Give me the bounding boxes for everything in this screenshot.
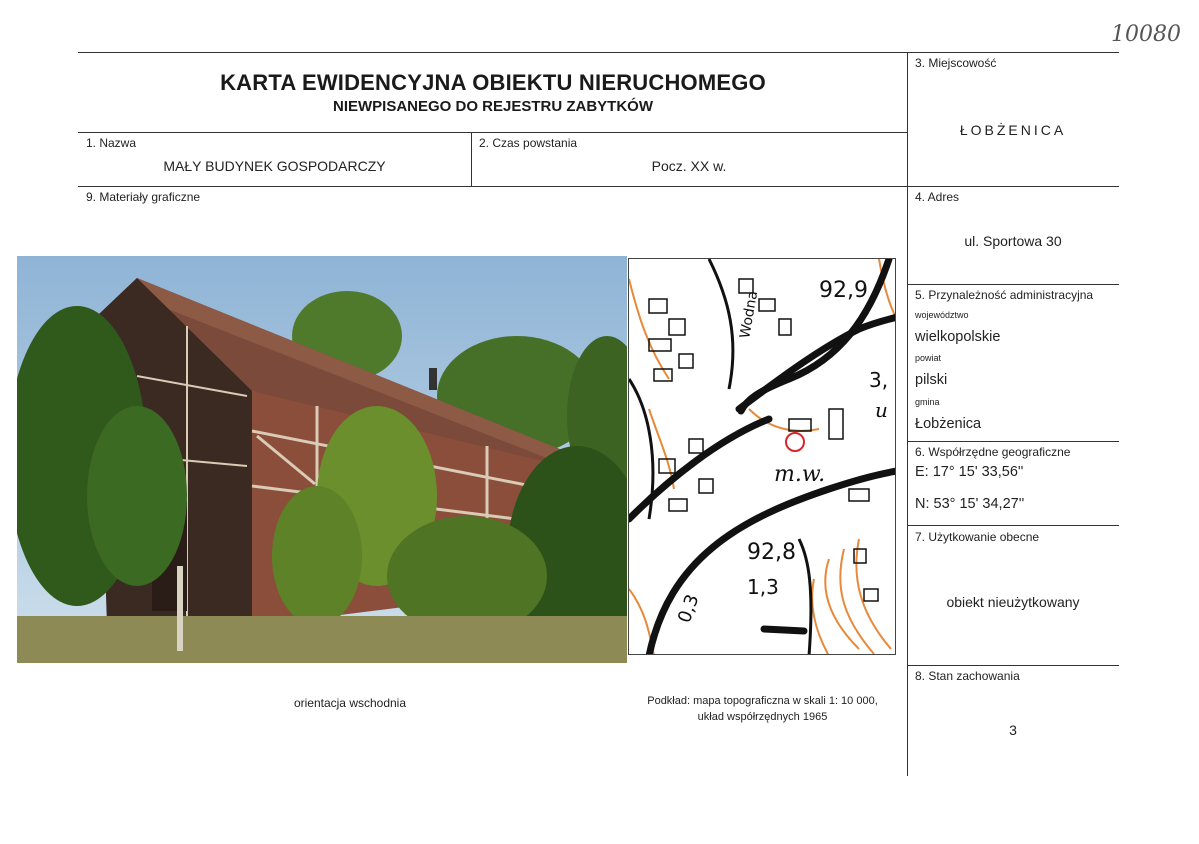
map-caption-line2: układ współrzędnych 1965: [697, 711, 828, 723]
name-value: MAŁY BUDYNEK GOSPODARCZY: [163, 158, 386, 174]
commune-value: Łobżenica: [915, 416, 982, 432]
building-photo: [17, 256, 627, 663]
map-street-label: Wodna: [737, 289, 762, 340]
place-label: 3. Miejscowość: [915, 56, 997, 70]
map-mark-1: 3,: [869, 368, 889, 392]
map-caption-line1: Podkład: mapa topograficzna w skali 1: 10 000,: [647, 695, 878, 707]
coords-label: 6. Współrzędne geograficzne: [915, 445, 1071, 459]
place-value: ŁOBŻENICA: [959, 122, 1067, 138]
address-value: ul. Sportowa 30: [964, 233, 1062, 249]
row2-divider: [78, 186, 1119, 187]
voivodeship-value: wielkopolskie: [915, 329, 1001, 345]
map-mw-label: m.w.: [774, 462, 826, 487]
photo-caption: orientacja wschodnia: [293, 696, 407, 710]
map-depth-1: 1,3: [747, 575, 779, 599]
map-mark-2: u: [875, 398, 888, 422]
document-subtitle: NIEWPISANEGO DO REJESTRU ZABYTKÓW: [332, 98, 654, 115]
address-label: 4. Adres: [915, 190, 960, 204]
commune-label: gmina: [915, 397, 940, 407]
topographic-map: [628, 258, 896, 655]
coord-n: N: 53° 15' 34,27'': [915, 496, 1025, 512]
time-label: 2. Czas powstania: [479, 136, 578, 150]
usage-label: 7. Użytkowanie obecne: [915, 530, 1040, 544]
condition-value: 3: [1009, 722, 1017, 738]
addr-divider: [907, 284, 1119, 285]
county-label: powiat: [915, 353, 942, 363]
title-divider: [78, 132, 908, 133]
map-elevation-2: 92,8: [747, 540, 796, 565]
condition-label: 8. Stan zachowania: [915, 669, 1020, 683]
coord-divider: [907, 525, 1119, 526]
document-title: KARTA EWIDENCYJNA OBIEKTU NIERUCHOMEGO: [220, 70, 766, 95]
graphics-label: 9. Materiały graficzne: [86, 190, 201, 204]
admin-label: 5. Przynależność administracyjna: [915, 288, 1094, 302]
voivodeship-label: województwo: [915, 310, 969, 320]
building-photo-drawing: [17, 256, 627, 663]
usage-divider: [907, 665, 1119, 666]
time-value: Pocz. XX w.: [651, 158, 727, 174]
map-depth-2: 0,3: [673, 591, 704, 626]
usage-value: obiekt nieużytkowany: [946, 594, 1080, 610]
top-border: [78, 52, 1119, 53]
admin-divider: [907, 441, 1119, 442]
map-drawing: [629, 259, 896, 655]
coord-e: E: 17° 15' 33,56'': [915, 464, 1024, 480]
name-label: 1. Nazwa: [86, 136, 137, 150]
handwritten-number: 10080: [1111, 22, 1181, 47]
map-elevation-1: 92,9: [819, 278, 868, 303]
county-value: pilski: [915, 372, 948, 388]
right-column-border: [907, 52, 908, 776]
